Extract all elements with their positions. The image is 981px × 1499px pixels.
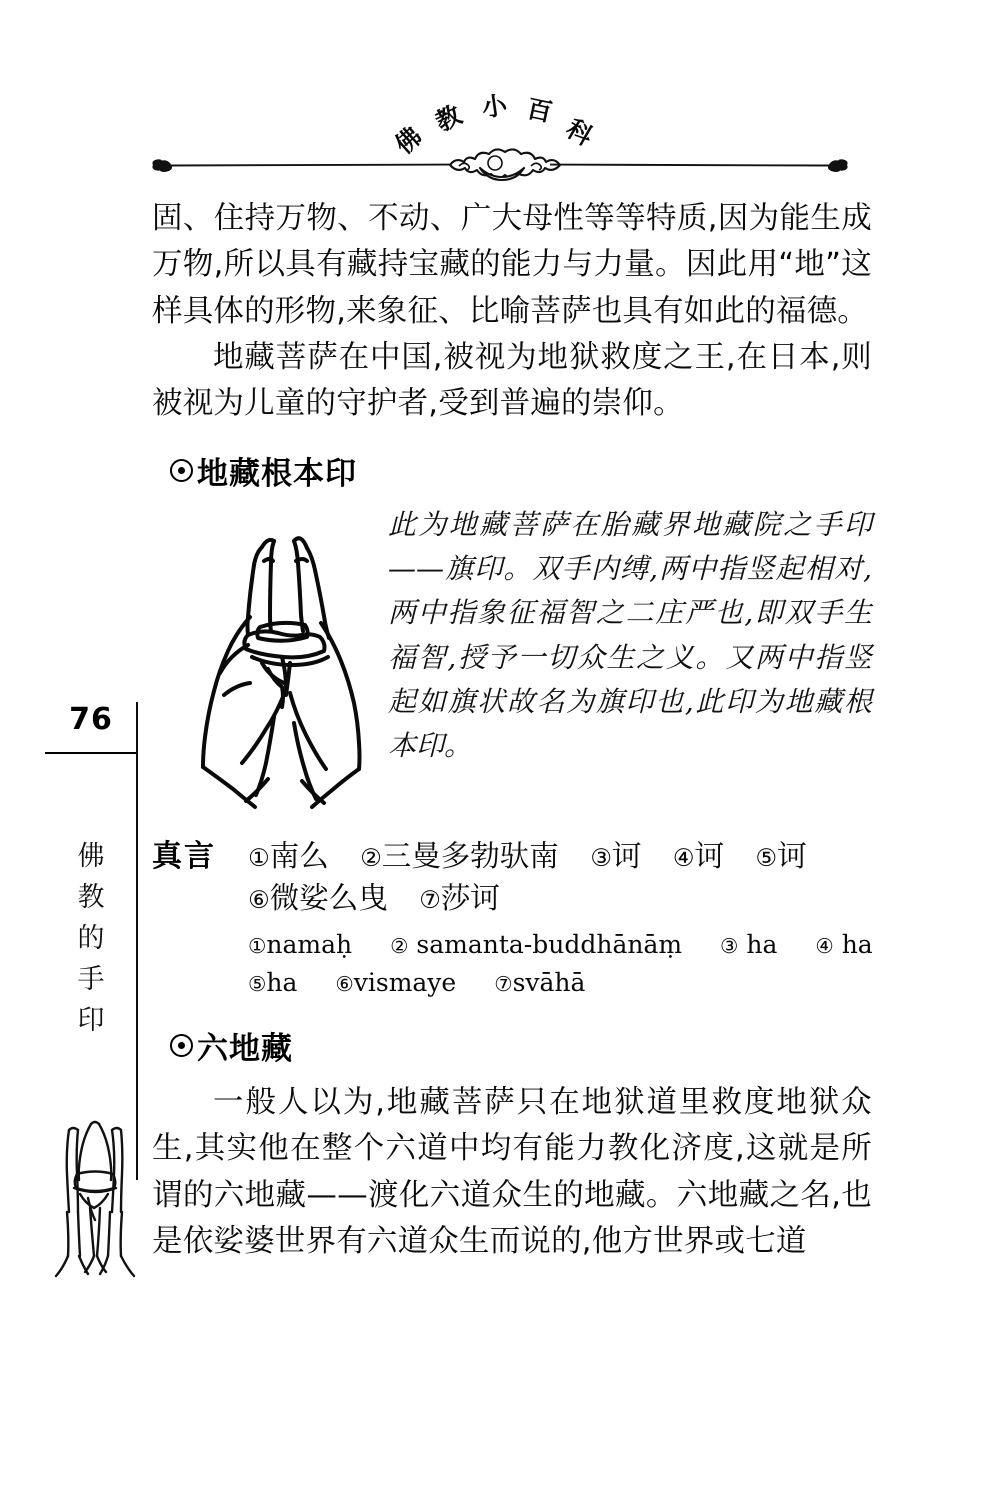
mantra-text: vismaye: [353, 968, 457, 998]
mantra-text: 微娑么曳: [269, 880, 388, 915]
mantra-text: samanta-buddhānāṃ: [416, 929, 683, 959]
mantra-index: ⑦: [419, 885, 441, 914]
mantra-text: 南么: [269, 838, 329, 873]
bullseye-icon: [170, 1034, 193, 1057]
mantra-segment: [248, 839, 329, 873]
mantra-index: ①: [248, 933, 267, 958]
running-title-char: 教: [430, 99, 467, 138]
margin-title-char: 教: [77, 882, 105, 914]
margin-running-title: [62, 836, 120, 1041]
mantra-segment: [720, 930, 777, 959]
page-header: [0, 0, 981, 185]
mudra-thumbnail-icon: [44, 1112, 146, 1317]
mantra-segment: [673, 839, 724, 873]
mantra-index: ②: [360, 843, 382, 872]
header-divider-rule: [150, 148, 850, 182]
mantra-index: ①: [248, 843, 270, 872]
mantra-text: 诃: [777, 838, 807, 873]
mantra-chinese-line-2: [248, 878, 873, 920]
mudra-illustration: [190, 517, 376, 817]
margin-title-char: 的: [77, 923, 105, 955]
mantra-index: ⑤: [248, 972, 267, 997]
mantra-segment: [590, 839, 641, 873]
running-title-char: 佛: [389, 121, 428, 160]
page-number: 76: [69, 702, 113, 737]
margin-title-char: 印: [77, 1005, 105, 1037]
mantra-index: ③: [590, 843, 612, 872]
mantra-roman-line-1: [248, 926, 873, 965]
mantra-segment: [248, 968, 297, 997]
mantra-segment: [335, 968, 456, 997]
mantra-text: 莎诃: [440, 880, 500, 915]
main-text-column: [152, 196, 872, 1265]
mantra-segment: [390, 930, 682, 959]
running-title-char: 科: [561, 113, 598, 152]
margin-title-char: 佛: [77, 841, 105, 872]
mantra-index: ②: [390, 933, 409, 958]
mantra-text: 诃: [694, 838, 724, 873]
section-heading-label: 六地藏: [197, 1031, 293, 1068]
paragraph-six-dizang: 一般人以为,地藏菩萨只在地狱道里救度地狱众生,其实他在整个六道中均有能力教化济度,这就是所谓的六地藏——渡化六道众生的地藏。六地藏之名,也是依娑婆世界有六道众生而说的,他方世界或七道: [152, 1085, 872, 1260]
mantra-roman-line-2: [248, 964, 873, 1003]
figure-caption: 此为地藏菩萨在胎藏界地藏院之手印——旗印。双手内缚,两中指竖起相对,两中指象征福智之二庄严也,即双手生福智,授予一切众生之义。又两中指竖起如旗状故名为旗印也,此印为地藏根本印。: [388, 507, 872, 762]
margin-vertical-rule: [136, 702, 138, 1180]
mantra-segment: [419, 881, 500, 915]
mantra-label: 真言: [152, 838, 216, 874]
section-heading-label: 地藏根本印: [197, 455, 357, 492]
mantra-index: ④: [672, 843, 695, 872]
mantra-index: ⑥: [335, 972, 354, 997]
mantra-segment: [755, 839, 806, 873]
running-title-char: 小: [480, 90, 509, 123]
mantra-text: ha: [841, 929, 873, 959]
paragraph-continued: 固、住持万物、不动、广大母性等等特质,因为能生成万物,所以具有藏持宝藏的能力与力量。因此用“地”这样具体的形物,来象征、比喻菩萨也具有如此的福德。: [152, 201, 872, 329]
mantra-index: ⑦: [494, 972, 513, 997]
mantra-segment: [248, 881, 388, 915]
margin-horizontal-rule: [45, 752, 137, 754]
mantra-segment: [494, 968, 585, 997]
mantra-lines: [248, 836, 873, 1003]
mantra-index: ④: [815, 933, 834, 958]
mantra-index: ⑤: [755, 843, 778, 872]
mantra-block: [152, 831, 872, 1003]
margin-title-char: 手: [77, 964, 105, 996]
mantra-text: ha: [746, 929, 778, 959]
paragraph-two: 地藏菩萨在中国,被视为地狱救度之王,在日本,则被视为儿童的守护者,受到普遍的崇仰。: [152, 340, 872, 422]
mantra-index: ⑥: [248, 885, 270, 914]
mantra-chinese-line-1: [248, 836, 873, 878]
section-heading-six-dizang: [170, 1023, 872, 1068]
mantra-text: 诃: [611, 838, 642, 873]
mantra-index: ③: [720, 933, 739, 958]
figure-and-caption: [152, 503, 872, 817]
section-heading-dizang-mudra: [170, 448, 872, 493]
mantra-text: ha: [266, 968, 298, 998]
figure-caption-column: [376, 503, 872, 768]
bullseye-icon: [170, 459, 193, 482]
mantra-text: svāhā: [512, 968, 586, 998]
mantra-text: namaḥ: [266, 929, 353, 959]
running-title-char: 百: [524, 93, 555, 128]
mantra-row: [152, 831, 872, 1003]
mantra-segment: [815, 930, 872, 959]
mantra-text: 三曼多勃驮南: [381, 838, 559, 873]
mantra-segment: [248, 930, 352, 959]
mantra-segment: [360, 839, 559, 873]
